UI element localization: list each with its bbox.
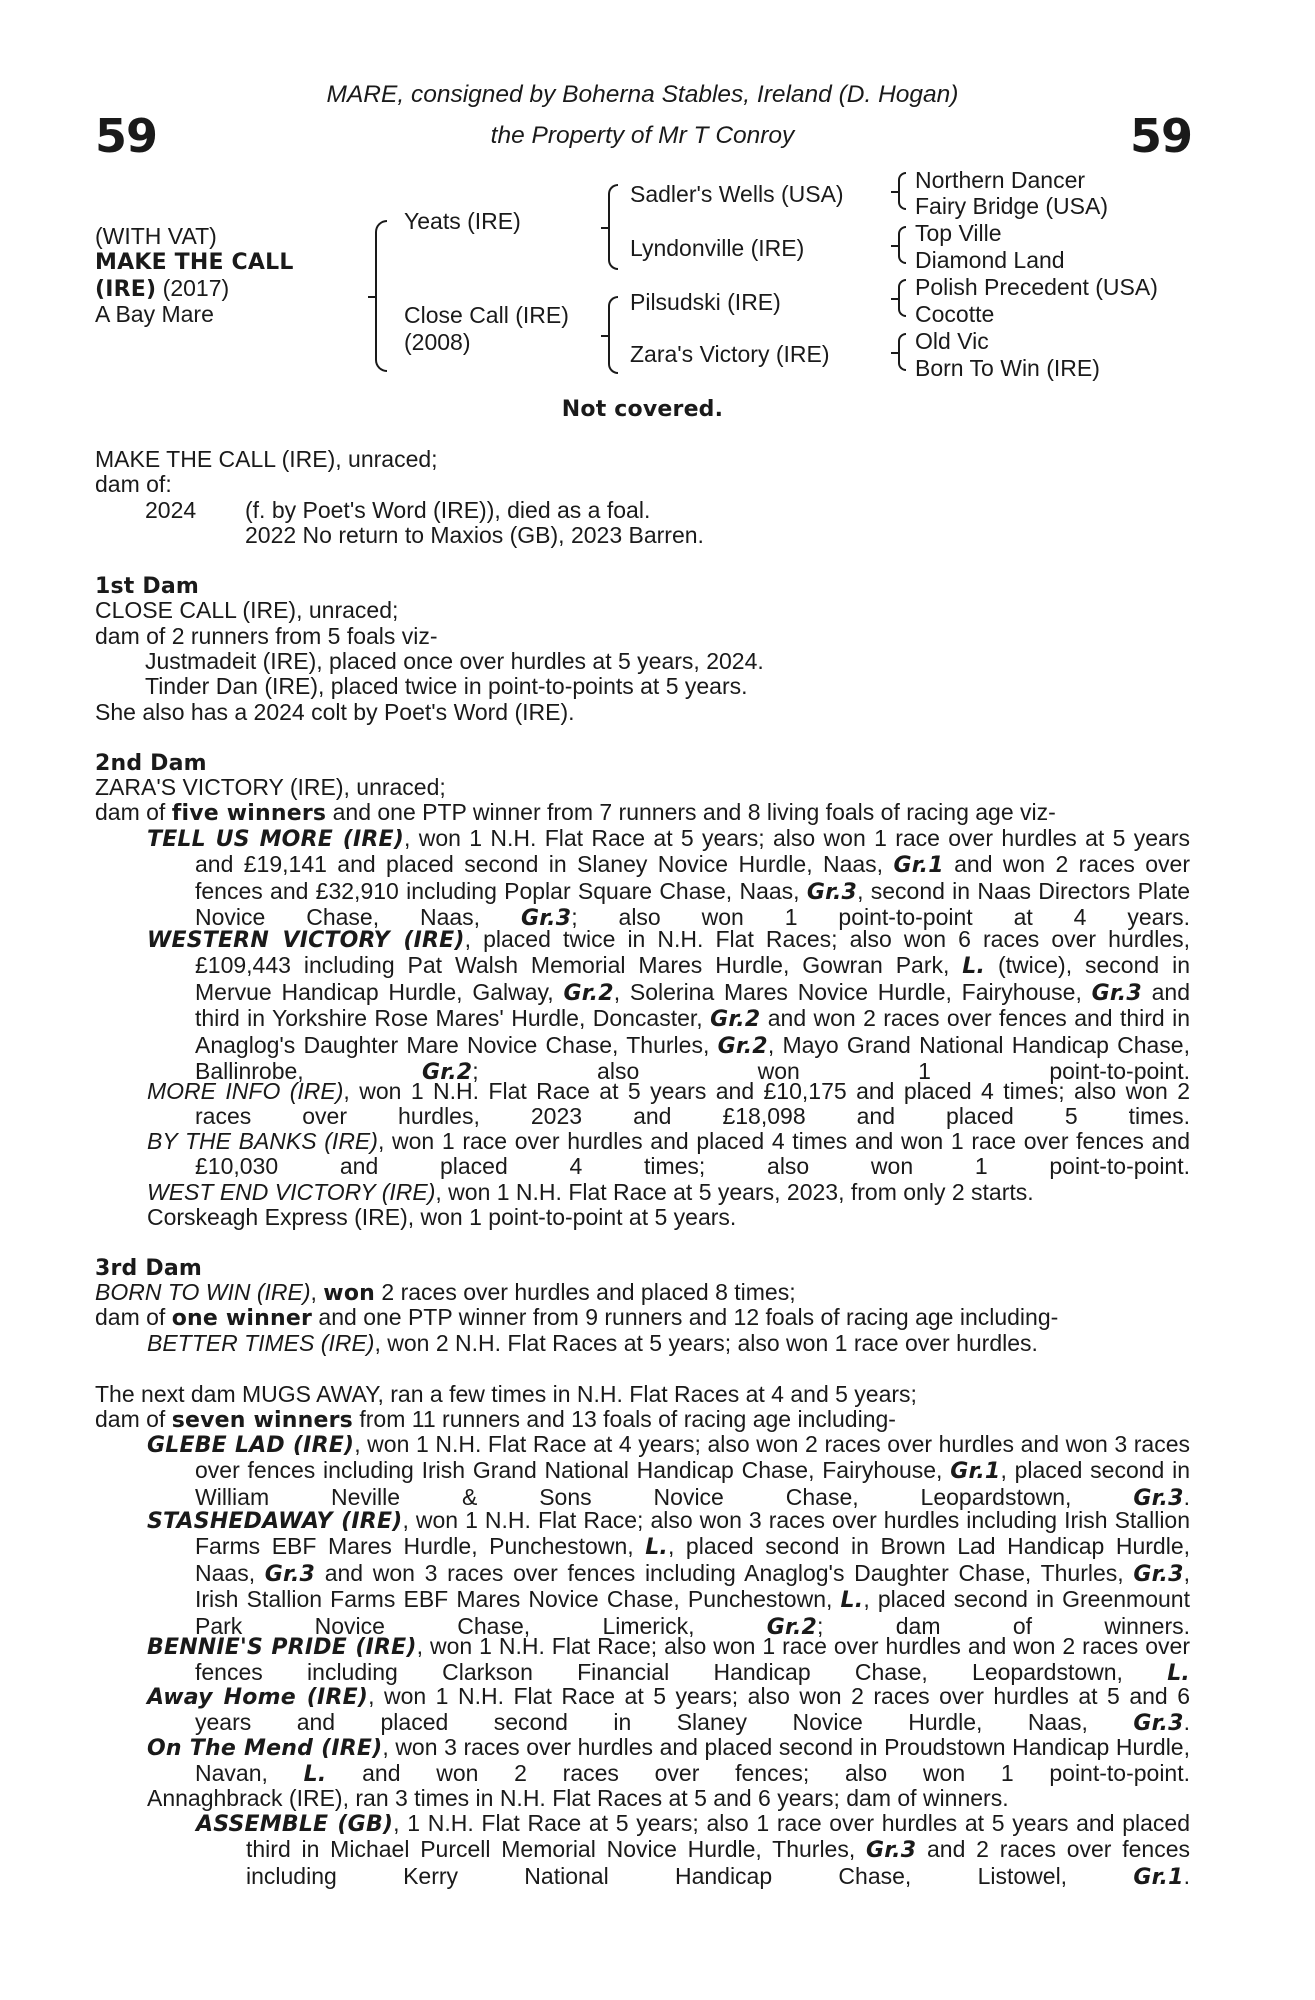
g3: Top Ville: [915, 220, 1002, 246]
sire-sire: Sadler's Wells (USA): [630, 181, 844, 207]
annaghbrack-entry: Annaghbrack (IRE), ran 3 times in N.H. Flat Races at 5 and 6 years; dam of winners.: [147, 1785, 1009, 1811]
dam1-line-2: dam of 2 runners from 5 foals viz-: [95, 623, 438, 649]
bennies-pride-entry: BENNIE'S PRIDE (IRE), won 1 N.H. Flat Race; also won 1 race over hurdles and won 2 races over fences including Clarkson Financial Handicap Chase, Leopardstown, L.: [147, 1633, 1190, 1687]
property-line: the Property of Mr T Conroy: [490, 122, 795, 149]
tell-us-more-entry: TELL US MORE (IRE), won 1 N.H. Flat Race at 5 years; also won 1 race over hurdles at 5 years and £19,141 and placed second in Slaney Novice Hurdle, Naas, Gr.1 and won 2 races over fences and £32,910 including Poplar Square Chase, Naas, Gr.3, second in Naas Directors Plate Novice Chase, Naas, Gr.3; also won 1 point-to-point at 4 years.: [147, 825, 1191, 932]
g7: Old Vic: [915, 328, 989, 354]
horse-suffix-year: (IRE) (2017): [95, 275, 230, 302]
produce-foal: (f. by Poet's Word (IRE)), died as a foal.: [245, 497, 651, 523]
brace-sire-parents: [608, 184, 618, 270]
corskeagh-entry: Corskeagh Express (IRE), won 1 point-to-point at 5 years.: [147, 1204, 737, 1230]
on-the-mend-entry: On The Mend (IRE), won 3 races over hurdles and placed second in Proudstown Handicap Hurdle, Navan, L. and won 2 races over fences; also won 1 point-to-point.: [147, 1734, 1191, 1788]
brace-g4: [898, 333, 906, 371]
g4: Diamond Land: [915, 247, 1065, 273]
sire: Yeats (IRE): [404, 208, 521, 234]
g5: Polish Precedent (USA): [915, 274, 1158, 300]
brace-g2: [898, 226, 906, 264]
dam1-line-5: She also has a 2024 colt by Poet's Word (IRE).: [95, 699, 575, 725]
more-info-entry: MORE INFO (IRE), won 1 N.H. Flat Race at 5 years and £10,175 and placed 4 times; also won 2 races over hurdles, 2023 and £18,098 and placed 5 times.: [147, 1078, 1190, 1130]
produce-year: 2024: [145, 497, 197, 523]
g1: Northern Dancer: [915, 167, 1086, 193]
western-victory-entry: WESTERN VICTORY (IRE), placed twice in N.H. Flat Races; also won 6 races over hurdles, £109,443 including Pat Walsh Memorial Mares Hurdle, Gowran Park, L. (twice), second in Mervue Handicap Hurdle, Galway, Gr.2, Solerina Mares Novice Hurdle, Fairyhouse, Gr.3 and third in Yorkshire Rose Mares' Hurdle, Doncaster, Gr.2 and won 2 races over fences and third in Anaglog's Daughter Mare Novice Chase, Thurles, Gr.2, Mayo Grand National Handicap Chase, Ballinrobe, Gr.2; also won 1 point-to-point.: [147, 926, 1191, 1086]
consignor-line: MARE, consigned by Boherna Stables, Ireland (D. Hogan): [326, 81, 959, 108]
dam-sire: Pilsudski (IRE): [630, 289, 781, 315]
covering-status: Not covered.: [561, 397, 724, 422]
brace-g3: [898, 279, 906, 317]
dam-year: (2008): [404, 329, 471, 355]
lot-number-right: 59: [1130, 109, 1193, 163]
away-home-entry: Away Home (IRE), won 1 N.H. Flat Race at 5 years; also won 2 races over hurdles at 5 and 6 years and placed second in Slaney Novice Hurdle, Naas, Gr.3.: [147, 1683, 1191, 1737]
produce-line-2: dam of:: [95, 471, 172, 497]
lot-number-left: 59: [95, 109, 158, 163]
dam2-line-2: dam of five winners and one PTP winner from 7 runners and 8 living foals of racing age viz-: [95, 799, 1056, 826]
g2: Fairy Bridge (USA): [915, 193, 1108, 219]
by-the-banks-entry: BY THE BANKS (IRE), won 1 race over hurdles and placed 4 times and won 1 race over fences and £10,030 and placed 4 times; also won 1 point-to-point.: [147, 1128, 1190, 1180]
dam1-line-4: Tinder Dan (IRE), placed twice in point-to-points at 5 years.: [145, 673, 748, 699]
dam-dam: Zara's Victory (IRE): [630, 341, 830, 367]
dam3-line-2: dam of one winner and one PTP winner from 9 runners and 12 foals of racing age including-: [95, 1304, 1059, 1331]
dam: Close Call (IRE): [404, 302, 569, 328]
assemble-entry: ASSEMBLE (GB), 1 N.H. Flat Race at 5 years; also 1 race over hurdles at 5 years and placed third in Michael Purcell Memorial Novice Hurdle, Thurles, Gr.3 and 2 races over fences including Kerry National Handicap Chase, Listowel, Gr.1.: [196, 1810, 1190, 1890]
g6: Cocotte: [915, 301, 995, 327]
brace-g1: [898, 172, 906, 210]
nextdam-line-1: The next dam MUGS AWAY, ran a few times in N.H. Flat Races at 4 and 5 years;: [95, 1381, 917, 1407]
produce-record: 2022 No return to Maxios (GB), 2023 Barren.: [245, 522, 704, 548]
better-times-entry: BETTER TIMES (IRE), won 2 N.H. Flat Races at 5 years; also won 1 race over hurdles.: [147, 1330, 1038, 1356]
glebe-lad-entry: GLEBE LAD (IRE), won 1 N.H. Flat Race at 4 years; also won 2 races over hurdles and won 3 races over fences including Irish Grand National Handicap Chase, Fairyhouse, Gr.1, placed second in William Neville & Sons Novice Chase, Leopardstown, Gr.3.: [147, 1431, 1190, 1511]
dam2-line-1: ZARA'S VICTORY (IRE), unraced;: [95, 774, 446, 800]
dam1-line-3: Justmadeit (IRE), placed once over hurdles at 5 years, 2024.: [145, 648, 764, 674]
dam2-heading: 2nd Dam: [95, 751, 207, 776]
vat-note: (WITH VAT): [95, 223, 217, 249]
stashedaway-entry: STASHEDAWAY (IRE), won 1 N.H. Flat Race; also won 3 races over hurdles including Irish Stallion Farms EBF Mares Hurdle, Punchestown, L., placed second in Brown Lad Handicap Hurdle, Naas, Gr.3 and won 3 races over fences including Anaglog's Daughter Chase, Thurles, Gr.3, Irish Stallion Farms EBF Mares Novice Chase, Punchestown, L., placed second in Greenmount Park Novice Chase, Limerick, Gr.2; dam of winners.: [147, 1507, 1191, 1640]
sire-dam: Lyndonville (IRE): [630, 235, 805, 261]
horse-description: A Bay Mare: [95, 301, 214, 327]
dam1-heading: 1st Dam: [95, 574, 200, 599]
dam3-line-1: BORN TO WIN (IRE), won 2 races over hurdles and placed 8 times;: [95, 1279, 796, 1306]
produce-line-1: MAKE THE CALL (IRE), unraced;: [95, 446, 438, 472]
dam1-line-1: CLOSE CALL (IRE), unraced;: [95, 597, 399, 623]
nextdam-line-2: dam of seven winners from 11 runners and 13 foals of racing age including-: [95, 1406, 896, 1433]
west-end-victory-entry: WEST END VICTORY (IRE), won 1 N.H. Flat Race at 5 years, 2023, from only 2 starts.: [147, 1179, 1034, 1205]
dam3-heading: 3rd Dam: [95, 1256, 202, 1281]
brace-sire-dam: [375, 220, 387, 372]
brace-dam-parents: [608, 296, 618, 374]
g8: Born To Win (IRE): [915, 355, 1100, 381]
horse-name: MAKE THE CALL: [95, 250, 294, 275]
